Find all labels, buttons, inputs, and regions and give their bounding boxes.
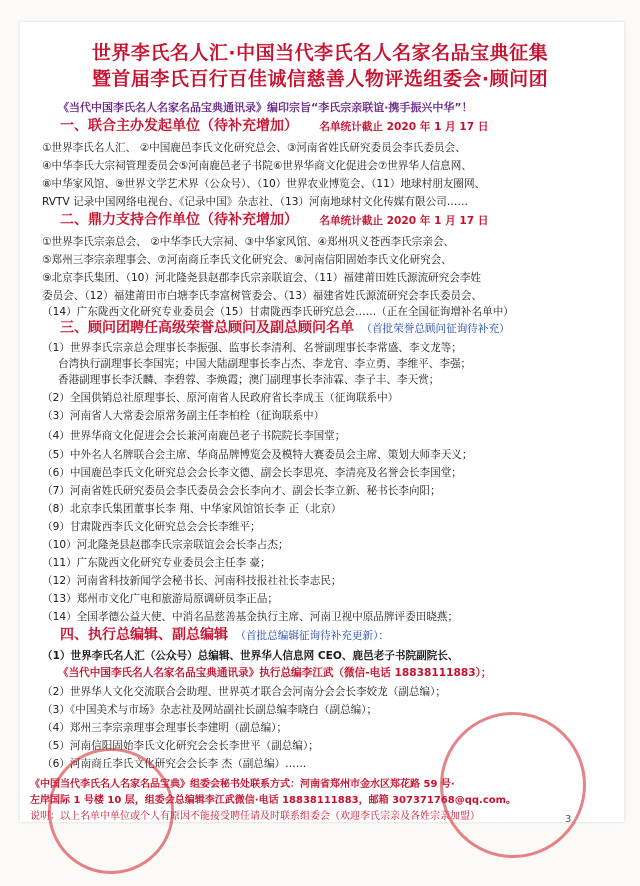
section-3-line-5: （3）河南省人大常委会原常务副主任李柏栓（征询联系中）	[42, 410, 325, 422]
section-3-heading: 三、顾问团聘任高级荣誉总顾问及副总顾问名单	[60, 320, 354, 336]
section-2-date: 名单统计截止 2020 年 1 月 17 日	[319, 215, 489, 227]
section-1-heading: 一、联合主办发起单位（待补充增加）	[60, 118, 298, 134]
section-4-line-3: （2）世界华人文化交流联合会助理、世界英才联合会河南分会会长李姣龙（副总编）；	[42, 686, 446, 698]
section-4-header	[60, 629, 389, 643]
section-1-date: 名单统计截止 2020 年 1 月 17 日	[319, 121, 489, 133]
section-4-line-7: （6）河南商丘李氏文化研究会会长李 杰（副总编）……	[42, 758, 307, 770]
section-3-line-6: （4）世界华商文化促进会会长兼河南鹿邑老子书院院长李国堂；	[42, 430, 346, 442]
document-title-line-1: 世界李氏名人汇·中国当代李氏名人名家名品宝典征集	[91, 42, 549, 64]
section-2-line-4: 委员会、（12）福建莆田市白塘李氏李富树管委会、（13）福建省姓氏源流研究会李氏委员会、	[42, 290, 483, 302]
section-1-header	[60, 120, 488, 134]
red-seal-left	[48, 748, 174, 874]
intro-line: 《当代中国李氏名人名家名品宝典通讯录》编印宗旨“李氏宗亲联谊·携手振兴中华”！	[58, 101, 473, 114]
section-2-line-3: ⑨北京李氏集团、（10）河北隆尧县赵郡李氏宗亲联谊会、（11）福建莆田姓氏源流研究会李姓	[42, 272, 482, 284]
document-title-line-2: 暨首届李氏百行百佳诚信慈善人物评选组委会·顾问团	[91, 68, 549, 90]
section-4-line-1: （1）世界李氏名人汇（公众号）总编辑、世界华人信息网 CEO、鹿邑老子书院副院长、	[42, 650, 459, 662]
section-1-line-4: RVTV 记录中国网络电视台、《记录中国》杂志社、（13）河南地球村文化传媒有限公司……	[42, 196, 468, 208]
section-3-line-8: （6）中国鹿邑李氏文化研究总会会长李文德、副会长李思亮、李清亮及名誉会长李国堂；	[42, 467, 462, 479]
footer-contact-line-2: 左岸国际 1 号楼 10 层，组委会总编辑李江武微信·电话 18838111883，邮箱 307371768@qq.com。	[30, 795, 517, 806]
footer-contact-line-1: 《中国当代李氏名人名家名品宝典》组委会秘书处联系方式：河南省郑州市金水区郑花路 59 号·	[30, 779, 455, 790]
section-3-line-11: （9）甘肃陇西李氏文化研究总会会长李维平；	[42, 521, 261, 533]
section-3-line-13: （11）广东陇西文化研究专业委员会主任李 豪；	[42, 557, 271, 569]
section-3-line-9: （7）河南省姓氏研究委员会李氏委员会会长李向才、副会长李立新、秘书长李向阳；	[42, 485, 441, 497]
footer-note: 说明：以上名单中单位或个人有原因不能接受聘任请及时联系组委会（欢迎李氏宗亲及各姓宗亲加盟）	[30, 811, 480, 822]
section-4-line-4: （3）《中国美术与市场》杂志社及网站副社长副总编李晓白（副总编）；	[42, 704, 378, 716]
section-1-line-2: ④中华李氏大宗祠管理委员会⑤河南鹿邑老子书院⑥世界华商文化促进会⑦世界华人信息网、	[42, 160, 472, 172]
section-1-line-1: ①世界李氏名人汇、 ②中国鹿邑李氏文化研究总会、③河南省姓氏研究委员会李氏委员会、	[42, 142, 466, 154]
section-1-line-3: ⑧中华家风馆、⑨世界文学艺术界（公众号）、（10）世界农业博览会、（11）地球村朋友圈网、	[42, 178, 486, 190]
section-4-line-6: （5）河南信阳固始李氏文化研究会会长李世平（副总编）；	[42, 740, 319, 752]
page-number: 3	[565, 814, 572, 825]
section-4-line-2: 《当代中国李氏名人名家名品宝典通讯录》执行总编李江武（微信-电话 18838111883）；	[58, 667, 492, 679]
section-3-line-14: （12）河南省科技新闻学会秘书长、河南科技报社社长李志民；	[42, 575, 342, 587]
section-2-header	[60, 214, 488, 228]
section-4-note: （首批总编辑征询待补充更新）：	[235, 630, 389, 642]
section-2-line-1: ①世界李氏宗亲总会、 ②中华李氏大宗祠、③中华家风馆、④郑州巩义苍西李氏宗亲会、	[42, 236, 455, 248]
section-3-line-1: （1）世界李氏宗亲总会理事长李振强、监事长李清利、名誉副理事长李常盛、李文龙等；	[42, 342, 462, 354]
red-seal-right	[440, 712, 586, 858]
section-3-header	[60, 322, 510, 336]
section-2-heading: 二、鼎力支持合作单位（待补充增加）	[60, 212, 298, 228]
section-3-line-15: （13）郑州市文化广电和旅游局原调研员李正品；	[42, 593, 278, 605]
section-3-line-10: （8）北京李氏集团董事长李 翔、中华家风馆馆长李 正（北京）	[42, 503, 342, 515]
section-3-line-16: （14）全国孝德公益大使、中消名品慈善基金执行主席、河南卫视中原品牌评委田晓燕；	[42, 611, 459, 623]
section-3-line-4: （2）全国供销总社原理事长、原河南省人民政府省长李成玉（征询联系中）	[42, 392, 399, 404]
section-3-line-2: 台湾执行副理事长李国宪；中国大陆副理事长李占杰、李龙官、李立勇、李维平、李强；	[58, 358, 472, 370]
section-3-line-7: （5）中外名人名牌联合会主席、华商品牌博览会及模特大赛委员会主席、策划大师李天义；	[42, 449, 473, 461]
section-2-line-5: （14）广东陇西文化研究专业委员会（15）甘肃陇西李氏研究总会……（正在全国征询增补名单中）	[42, 306, 514, 318]
section-3-line-12: （10）河北隆尧县赵郡李氏宗亲联谊会会长李占杰；	[42, 539, 289, 551]
section-3-line-3: 香港副理事长李沃麟、李碧蓉、李焕霞；澳门副理事长李沛霖、李子丰、李天赏；	[58, 374, 440, 386]
section-4-heading: 四、执行总编辑、副总编辑	[60, 627, 228, 643]
section-4-line-5: （4）郑州三李宗亲理事会理事长李建明（副总编）；	[42, 722, 288, 734]
section-3-note: （首批荣誉总顾问征询待补充）	[361, 323, 510, 335]
section-2-line-2: ⑤郑州三李宗亲理事会、⑦河南商丘李氏文化研究会、⑧河南信阳固始李氏文化研究会、	[42, 254, 452, 266]
